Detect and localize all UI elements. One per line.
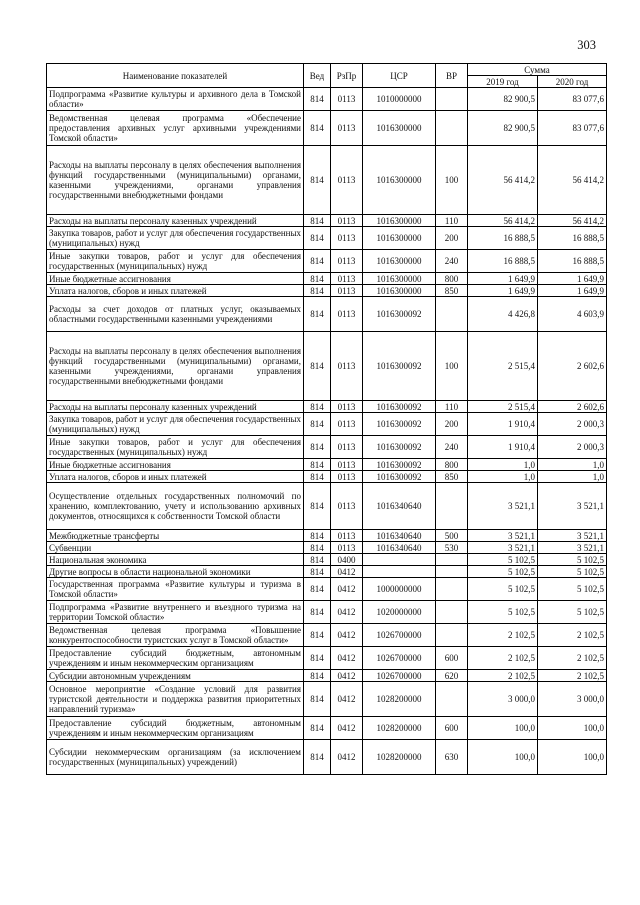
cell-vr: 110 [436,401,468,413]
cell-vr [436,111,468,146]
cell-v2019: 5 102,5 [468,601,538,624]
cell-rzpr: 0113 [331,471,363,483]
cell-v2020: 5 102,5 [538,601,607,624]
cell-csr: 1016300000 [363,227,436,250]
budget-table [46,63,607,775]
cell-ved: 814 [304,601,331,624]
cell-csr: 1026700000 [363,624,436,647]
cell-v2020: 56 414,2 [538,146,607,215]
cell-name: Иные закупки товаров, работ и услуг для обеспечения государственных (муниципальных) нужд [47,436,304,459]
cell-vr: 240 [436,436,468,459]
table-row [47,717,607,740]
cell-csr: 1000000000 [363,578,436,601]
cell-v2020: 3 521,1 [538,530,607,542]
cell-name: Уплата налогов, сборов и иных платежей [47,285,304,297]
cell-v2019: 16 888,5 [468,227,538,250]
cell-rzpr: 0412 [331,717,363,740]
cell-v2020: 2 102,5 [538,670,607,682]
cell-name: Подпрограмма «Развитие культуры и архивного дела в Томской области» [47,88,304,111]
cell-vr: 500 [436,530,468,542]
cell-vr [436,483,468,530]
cell-v2019: 100,0 [468,717,538,740]
cell-v2019: 16 888,5 [468,250,538,273]
cell-v2020: 1 649,9 [538,273,607,285]
cell-ved: 814 [304,215,331,227]
table-row [47,88,607,111]
cell-v2020: 3 521,1 [538,542,607,554]
cell-rzpr: 0113 [331,530,363,542]
cell-name: Межбюджетные трансферты [47,530,304,542]
cell-rzpr: 0113 [331,483,363,530]
cell-name: Национальная экономика [47,554,304,566]
cell-v2019: 3 521,1 [468,542,538,554]
cell-name: Расходы за счет доходов от платных услуг, оказываемых областными государственными казенными учреждениями [47,297,304,332]
table-row [47,297,607,332]
cell-ved: 814 [304,285,331,297]
cell-name: Подпрограмма «Развитие внутреннего и въездного туризма на территории Томской области» [47,601,304,624]
cell-vr: 850 [436,471,468,483]
cell-csr: 1016300092 [363,297,436,332]
cell-rzpr: 0412 [331,670,363,682]
cell-v2020: 2 602,6 [538,332,607,401]
cell-vr: 110 [436,215,468,227]
cell-ved: 814 [304,471,331,483]
cell-vr: 800 [436,459,468,471]
table-row [47,459,607,471]
cell-csr: 1016300000 [363,146,436,215]
table-row [47,111,607,146]
cell-v2019: 1 649,9 [468,273,538,285]
cell-name: Уплата налогов, сборов и иных платежей [47,471,304,483]
cell-rzpr: 0412 [331,647,363,670]
cell-ved: 814 [304,740,331,775]
cell-ved: 814 [304,146,331,215]
page-number: 303 [577,38,596,52]
cell-vr: 100 [436,146,468,215]
cell-v2020: 1,0 [538,471,607,483]
cell-v2019: 5 102,5 [468,578,538,601]
cell-vr [436,297,468,332]
cell-name: Субсидии автономным учреждениям [47,670,304,682]
cell-name: Основное мероприятие «Создание условий для развития туристской деятельности и поддержка развития приоритетных направлений туризма» [47,682,304,717]
table-row [47,566,607,578]
cell-ved: 814 [304,578,331,601]
cell-v2019: 56 414,2 [468,215,538,227]
table-row [47,624,607,647]
cell-vr: 800 [436,273,468,285]
cell-csr: 1016300092 [363,436,436,459]
cell-v2020: 16 888,5 [538,250,607,273]
cell-csr: 1026700000 [363,670,436,682]
cell-v2020: 2 102,5 [538,647,607,670]
cell-v2019: 5 102,5 [468,554,538,566]
cell-rzpr: 0412 [331,578,363,601]
cell-name: Государственная программа «Развитие культуры и туризма в Томской области» [47,578,304,601]
cell-name: Ведомственная целевая программа «Обеспечение предоставления архивных услуг архивными учреждениями Томской области» [47,111,304,146]
cell-ved: 814 [304,717,331,740]
table-row [47,740,607,775]
cell-v2020: 3 521,1 [538,483,607,530]
cell-ved: 814 [304,297,331,332]
cell-ved: 814 [304,542,331,554]
cell-vr [436,566,468,578]
cell-v2019: 100,0 [468,740,538,775]
cell-ved: 814 [304,332,331,401]
cell-name: Расходы на выплаты персоналу в целях обеспечения выполнения функций государственными (муниципальными) органами, казенными учреждениями, органами управления государственными внебюджетными фондами [47,146,304,215]
cell-ved: 814 [304,459,331,471]
cell-rzpr: 0412 [331,566,363,578]
cell-name: Предоставление субсидий бюджетным, автономным учреждениям и иным некоммерческим организациям [47,647,304,670]
cell-ved: 814 [304,273,331,285]
cell-ved: 814 [304,436,331,459]
cell-csr: 1016340640 [363,530,436,542]
cell-csr: 1016300000 [363,285,436,297]
cell-vr [436,578,468,601]
table-row [47,682,607,717]
header-csr: ЦСР [363,64,436,88]
cell-rzpr: 0400 [331,554,363,566]
header-sum: Сумма [468,64,607,76]
cell-name: Расходы на выплаты персоналу в целях обеспечения выполнения функций государственными (муниципальными) органами, казенными учреждениями, органами управления государственными внебюджетными фондами [47,332,304,401]
table-row [47,250,607,273]
cell-v2019: 5 102,5 [468,566,538,578]
cell-v2020: 4 603,9 [538,297,607,332]
header-2019: 2019 год [468,76,538,88]
table-row [47,413,607,436]
cell-v2020: 16 888,5 [538,227,607,250]
cell-v2020: 56 414,2 [538,215,607,227]
cell-v2020: 1,0 [538,459,607,471]
header-name: Наименование показателей [47,64,304,88]
table-row [47,578,607,601]
cell-csr: 1016300000 [363,250,436,273]
cell-vr: 240 [436,250,468,273]
cell-ved: 814 [304,647,331,670]
cell-csr: 1016300092 [363,332,436,401]
table-row [47,471,607,483]
cell-name: Иные бюджетные ассигнования [47,459,304,471]
cell-name: Предоставление субсидий бюджетным, автономным учреждениям и иным некоммерческим организациям [47,717,304,740]
cell-csr: 1016300000 [363,215,436,227]
cell-v2020: 100,0 [538,740,607,775]
table-row [47,401,607,413]
cell-ved: 814 [304,111,331,146]
cell-ved: 814 [304,530,331,542]
cell-ved: 814 [304,566,331,578]
cell-rzpr: 0113 [331,285,363,297]
cell-name: Закупка товаров, работ и услуг для обеспечения государственных (муниципальных) нужд [47,413,304,436]
cell-v2019: 3 521,1 [468,530,538,542]
table-row [47,227,607,250]
table-row [47,285,607,297]
cell-ved: 814 [304,670,331,682]
cell-rzpr: 0113 [331,332,363,401]
table-row [47,647,607,670]
cell-vr [436,601,468,624]
cell-ved: 814 [304,227,331,250]
cell-rzpr: 0113 [331,297,363,332]
cell-csr: 1016300092 [363,459,436,471]
cell-vr [436,88,468,111]
cell-v2019: 82 900,5 [468,88,538,111]
cell-name: Расходы на выплаты персоналу казенных учреждений [47,401,304,413]
cell-rzpr: 0412 [331,740,363,775]
cell-rzpr: 0113 [331,436,363,459]
cell-v2020: 3 000,0 [538,682,607,717]
cell-csr [363,566,436,578]
cell-v2020: 2 102,5 [538,624,607,647]
table-row [47,670,607,682]
cell-csr: 1016300092 [363,413,436,436]
cell-ved: 814 [304,483,331,530]
cell-v2019: 3 000,0 [468,682,538,717]
cell-v2020: 2 602,6 [538,401,607,413]
cell-name: Другие вопросы в области национальной экономики [47,566,304,578]
cell-v2020: 100,0 [538,717,607,740]
cell-name: Иные закупки товаров, работ и услуг для обеспечения государственных (муниципальных) нужд [47,250,304,273]
cell-name: Субвенции [47,542,304,554]
cell-csr: 1016300000 [363,111,436,146]
cell-ved: 814 [304,624,331,647]
header-ved: Вед [304,64,331,88]
cell-v2019: 4 426,8 [468,297,538,332]
cell-csr: 1010000000 [363,88,436,111]
header-rzpr: РзПр [331,64,363,88]
cell-name: Осуществление отдельных государственных полномочий по хранению, комплектованию, учету и использованию архивных документов, относящихся к собственности Томской области [47,483,304,530]
table-row [47,483,607,530]
cell-ved: 814 [304,413,331,436]
cell-v2019: 2 515,4 [468,401,538,413]
cell-csr: 1026700000 [363,647,436,670]
cell-csr: 1028200000 [363,717,436,740]
cell-v2020: 5 102,5 [538,554,607,566]
cell-rzpr: 0113 [331,542,363,554]
header-vr: ВР [436,64,468,88]
cell-v2019: 2 102,5 [468,647,538,670]
cell-vr: 530 [436,542,468,554]
cell-vr [436,554,468,566]
cell-rzpr: 0113 [331,215,363,227]
cell-v2019: 2 102,5 [468,670,538,682]
cell-ved: 814 [304,88,331,111]
table-row [47,554,607,566]
cell-csr [363,554,436,566]
cell-rzpr: 0113 [331,250,363,273]
cell-vr: 200 [436,227,468,250]
cell-csr: 1016300092 [363,471,436,483]
cell-v2020: 2 000,3 [538,436,607,459]
cell-ved: 814 [304,401,331,413]
table-row [47,273,607,285]
cell-ved: 814 [304,554,331,566]
cell-vr: 600 [436,647,468,670]
cell-vr [436,682,468,717]
cell-rzpr: 0412 [331,601,363,624]
cell-v2020: 1 649,9 [538,285,607,297]
cell-vr: 620 [436,670,468,682]
cell-name: Субсидии некоммерческим организациям (за исключением государственных (муниципальных) учреждений) [47,740,304,775]
table-row [47,530,607,542]
cell-name: Расходы на выплаты персоналу казенных учреждений [47,215,304,227]
cell-csr: 1016300092 [363,401,436,413]
cell-v2019: 1,0 [468,471,538,483]
cell-v2020: 5 102,5 [538,578,607,601]
table-row [47,542,607,554]
cell-v2020: 2 000,3 [538,413,607,436]
cell-vr: 600 [436,717,468,740]
cell-rzpr: 0113 [331,401,363,413]
cell-rzpr: 0113 [331,413,363,436]
cell-vr: 200 [436,413,468,436]
cell-v2020: 83 077,6 [538,111,607,146]
table-row [47,146,607,215]
cell-ved: 814 [304,250,331,273]
cell-name: Иные бюджетные ассигнования [47,273,304,285]
cell-rzpr: 0113 [331,227,363,250]
cell-name: Ведомственная целевая программа «Повышение конкурентоспособности туристских услуг в Томской области» [47,624,304,647]
cell-v2019: 1 910,4 [468,413,538,436]
table-row [47,215,607,227]
cell-csr: 1028200000 [363,682,436,717]
cell-csr: 1016340640 [363,542,436,554]
cell-v2019: 56 414,2 [468,146,538,215]
cell-rzpr: 0113 [331,146,363,215]
cell-v2019: 82 900,5 [468,111,538,146]
cell-csr: 1016300000 [363,273,436,285]
cell-rzpr: 0412 [331,682,363,717]
cell-vr: 850 [436,285,468,297]
cell-ved: 814 [304,682,331,717]
cell-v2019: 1,0 [468,459,538,471]
cell-vr: 100 [436,332,468,401]
table-body [47,88,607,775]
cell-rzpr: 0113 [331,273,363,285]
cell-rzpr: 0113 [331,88,363,111]
cell-v2019: 3 521,1 [468,483,538,530]
cell-v2020: 83 077,6 [538,88,607,111]
cell-rzpr: 0412 [331,624,363,647]
table-row [47,436,607,459]
cell-v2019: 1 910,4 [468,436,538,459]
cell-v2019: 1 649,9 [468,285,538,297]
cell-csr: 1020000000 [363,601,436,624]
header-2020: 2020 год [538,76,607,88]
cell-name: Закупка товаров, работ и услуг для обеспечения государственных (муниципальных) нужд [47,227,304,250]
cell-v2020: 5 102,5 [538,566,607,578]
cell-vr: 630 [436,740,468,775]
cell-rzpr: 0113 [331,459,363,471]
cell-v2019: 2 102,5 [468,624,538,647]
cell-rzpr: 0113 [331,111,363,146]
cell-csr: 1028200000 [363,740,436,775]
table-row [47,332,607,401]
cell-vr [436,624,468,647]
cell-csr: 1016340640 [363,483,436,530]
cell-v2019: 2 515,4 [468,332,538,401]
table-row [47,601,607,624]
